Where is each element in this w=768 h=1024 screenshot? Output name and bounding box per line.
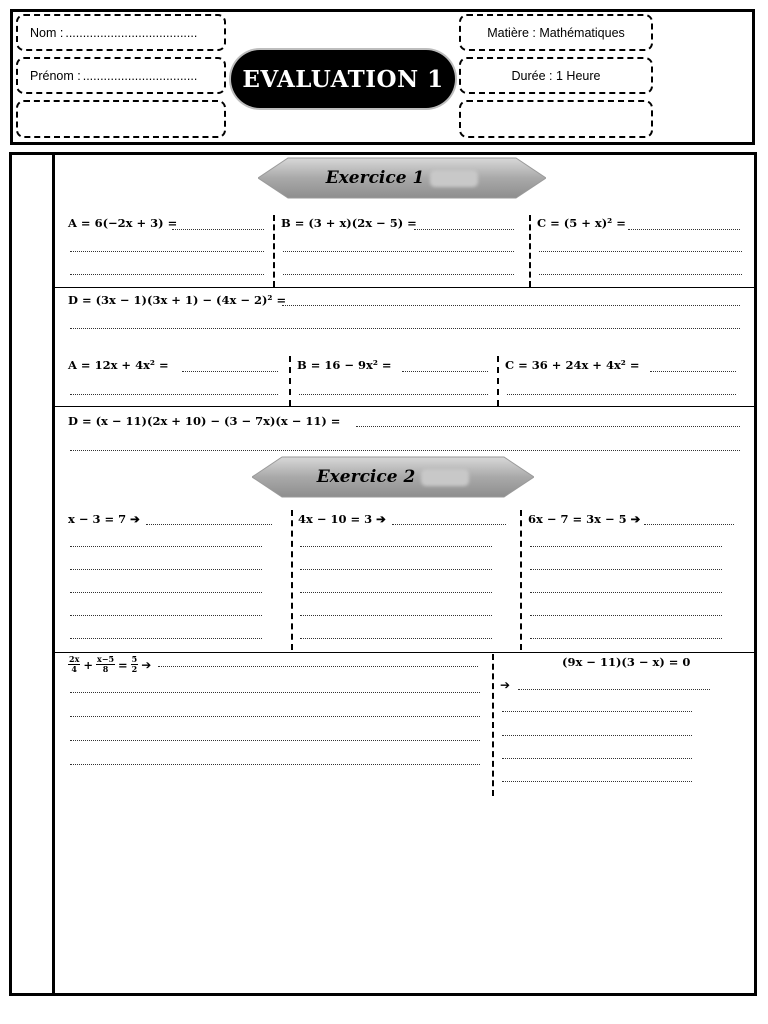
answer-line[interactable]	[70, 740, 480, 741]
answer-line[interactable]	[70, 615, 262, 616]
blurred-points-icon	[430, 170, 478, 187]
empty-box-left[interactable]	[16, 100, 226, 138]
answer-line[interactable]	[392, 524, 506, 525]
answer-line[interactable]	[530, 546, 722, 547]
fraction	[96, 655, 115, 674]
duree-field	[459, 57, 653, 94]
prenom-dots: .................................	[82, 68, 198, 83]
row-divider	[55, 652, 754, 653]
answer-line[interactable]	[502, 758, 692, 759]
equation-5: (9x − 11)(3 − x) = 0	[562, 655, 691, 669]
equation-1: x − 3 = 7 ➔	[68, 512, 140, 526]
fraction	[131, 655, 139, 674]
fraction-numerator: x−5	[96, 654, 115, 664]
duree-text: Durée : 1 Heure	[511, 68, 601, 83]
answer-line[interactable]	[502, 781, 692, 782]
plus-sign: +	[83, 657, 93, 672]
answer-line[interactable]	[539, 274, 742, 275]
answer-line[interactable]	[644, 524, 734, 525]
column-divider	[273, 215, 275, 287]
column-divider	[520, 510, 522, 650]
answer-line[interactable]	[158, 666, 478, 667]
exercice2-title: Exercice 2	[316, 467, 416, 487]
answer-line[interactable]	[502, 711, 692, 712]
fraction-denominator: 2	[131, 664, 138, 674]
matiere-field	[459, 14, 653, 51]
answer-line[interactable]	[402, 371, 488, 372]
matiere-text: Matière : Mathématiques	[487, 25, 625, 40]
answer-line[interactable]	[70, 569, 262, 570]
answer-line[interactable]	[530, 569, 722, 570]
row-divider	[55, 406, 754, 407]
answer-line[interactable]	[283, 251, 514, 252]
prenom-label: Prénom :	[30, 68, 81, 83]
answer-line[interactable]	[530, 615, 722, 616]
exercice1-banner	[258, 157, 546, 199]
answer-line[interactable]	[502, 735, 692, 736]
nom-label: Nom :	[30, 25, 64, 40]
fraction	[68, 655, 80, 674]
dev-d-expression: D = (3x − 1)(3x + 1) − (4x − 2)² =	[68, 293, 287, 307]
arrow-right-icon: ➔	[500, 678, 511, 692]
column-divider	[529, 215, 531, 287]
answer-line[interactable]	[518, 689, 710, 690]
equals-sign: =	[118, 657, 128, 672]
answer-line[interactable]	[300, 638, 492, 639]
answer-line[interactable]	[172, 229, 264, 230]
empty-box-right[interactable]	[459, 100, 653, 138]
answer-line[interactable]	[70, 546, 262, 547]
answer-line[interactable]	[70, 450, 740, 451]
answer-line[interactable]	[70, 638, 262, 639]
answer-line[interactable]	[299, 394, 488, 395]
answer-line[interactable]	[414, 229, 514, 230]
answer-line[interactable]	[182, 371, 278, 372]
answer-line[interactable]	[356, 426, 740, 427]
blurred-points-icon	[421, 469, 469, 486]
margin-line	[52, 153, 55, 995]
answer-line[interactable]	[70, 328, 740, 329]
answer-line[interactable]	[70, 274, 264, 275]
answer-line[interactable]	[300, 615, 492, 616]
answer-line[interactable]	[70, 592, 262, 593]
column-divider	[497, 356, 499, 406]
answer-line[interactable]	[300, 569, 492, 570]
row-divider	[55, 287, 754, 288]
answer-line[interactable]	[650, 371, 736, 372]
nom-field[interactable]	[16, 14, 226, 51]
answer-line[interactable]	[628, 229, 740, 230]
answer-line[interactable]	[282, 305, 740, 306]
answer-line[interactable]	[146, 524, 272, 525]
answer-line[interactable]	[70, 394, 278, 395]
answer-line[interactable]	[70, 716, 480, 717]
exercice2-banner	[252, 456, 534, 498]
fact-a-expression: A = 12x + 4x² =	[68, 358, 169, 372]
fraction-denominator: 4	[71, 664, 77, 674]
dev-a-expression: A = 6(−2x + 3) =	[68, 216, 178, 230]
answer-line[interactable]	[70, 692, 480, 693]
fact-b-expression: B = 16 − 9x² =	[297, 358, 392, 372]
answer-line[interactable]	[539, 251, 742, 252]
answer-line[interactable]	[507, 394, 736, 395]
arrow-right-icon: ➔	[141, 657, 152, 672]
answer-line[interactable]	[70, 764, 480, 765]
answer-line[interactable]	[283, 274, 514, 275]
dev-b-expression: B = (3 + x)(2x − 5) =	[281, 216, 417, 230]
equation-2: 4x − 10 = 3 ➔	[298, 512, 386, 526]
fraction-numerator: 2x	[69, 654, 80, 664]
answer-line[interactable]	[300, 592, 492, 593]
column-divider	[291, 510, 293, 650]
fraction-numerator: 5	[131, 654, 138, 664]
equation-4	[68, 655, 151, 674]
fraction-denominator: 8	[102, 664, 109, 674]
exercice1-title: Exercice 1	[325, 168, 425, 188]
answer-line[interactable]	[530, 592, 722, 593]
nom-dots: ......................................	[65, 25, 198, 40]
fact-c-expression: C = 36 + 24x + 4x² =	[505, 358, 640, 372]
answer-line[interactable]	[70, 251, 264, 252]
fact-d-expression: D = (x − 11)(2x + 10) − (3 − 7x)(x − 11) =	[68, 414, 341, 428]
answer-line[interactable]	[300, 546, 492, 547]
evaluation-title: EVALUATION 1	[231, 50, 455, 108]
worksheet-frame	[9, 152, 757, 996]
dev-c-expression: C = (5 + x)² =	[537, 216, 626, 230]
column-divider	[492, 654, 494, 796]
answer-line[interactable]	[530, 638, 722, 639]
equation-3: 6x − 7 = 3x − 5 ➔	[528, 512, 641, 526]
prenom-field[interactable]	[16, 57, 226, 94]
column-divider	[289, 356, 291, 406]
